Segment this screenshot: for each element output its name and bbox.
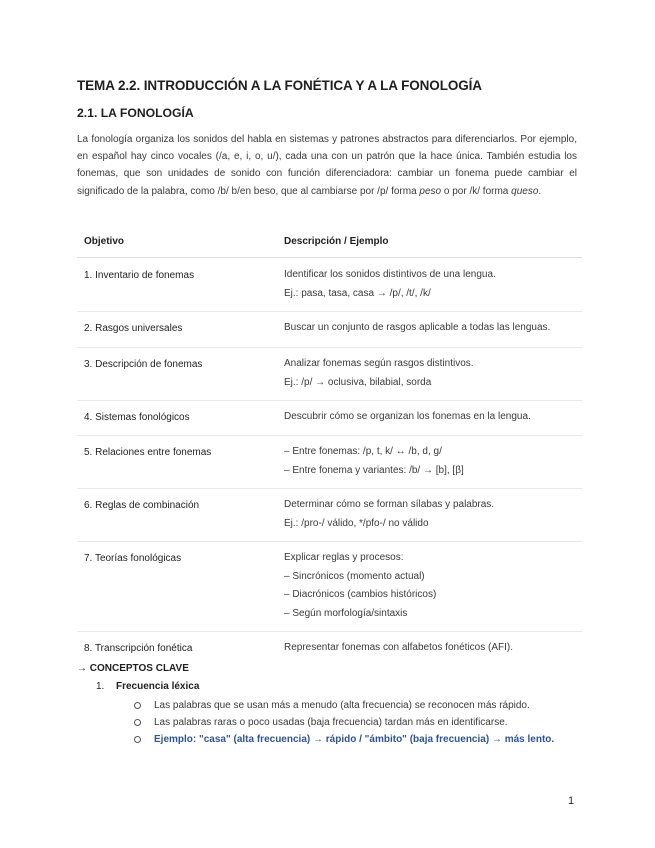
example-text: Ejemplo: "casa" (alta frecuencia) → rápido / "ámbito" (baja frecuencia) → más lento. — [154, 734, 555, 745]
table-header-objective: Objetivo — [84, 236, 125, 247]
item-number: 1. — [96, 681, 105, 692]
table-cell-objective: 7. Teorías fonológicas — [84, 553, 182, 564]
table-cell-description — [284, 355, 474, 392]
table-cell-line: Determinar cómo se forman sílabas y palabras. — [284, 499, 495, 510]
table-cell-description — [284, 266, 496, 303]
section-heading: 2.1. LA FONOLOGÍA — [77, 106, 194, 120]
table-cell-line: Ej.: pasa, tasa, casa → /p/, /t/, /k/ — [284, 287, 431, 299]
page-title: TEMA 2.2. INTRODUCCIÓN A LA FONÉTICA Y A LA FONOLOGÍA — [77, 78, 482, 93]
table-cell-description — [284, 496, 494, 533]
list-item-text: Las palabras que se usan más a menudo (alta frecuencia) se reconocen más rápido. — [154, 700, 530, 711]
table-row — [77, 632, 582, 658]
table-row — [77, 436, 582, 489]
list-item-text: Las palabras raras o poco usadas (baja frecuencia) tardan más en identificarse. — [154, 717, 508, 728]
table-row — [77, 489, 582, 542]
table-cell-line: Identificar los sonidos distintivos de una lengua. — [284, 269, 496, 280]
table-cell-description — [284, 319, 550, 338]
table-row — [77, 542, 582, 632]
table-cell-line: Representar fonemas con alfabetos fonéticos (AFI). — [284, 642, 514, 653]
table-cell-description — [284, 408, 531, 427]
table-cell-line: Explicar reglas y procesos: — [284, 552, 404, 563]
table-cell-objective: 2. Rasgos universales — [84, 323, 183, 334]
table-cell-line: Ej.: /p/ → oclusiva, bilabial, sorda — [284, 376, 432, 388]
circle-bullet-icon — [134, 719, 141, 726]
circle-bullet-icon — [134, 736, 141, 743]
table-cell-description — [284, 549, 436, 623]
table-cell-line: Descubrir cómo se organizan los fonemas en la lengua. — [284, 411, 531, 422]
table-cell-objective: 3. Descripción de fonemas — [84, 359, 203, 370]
objectives-table — [77, 225, 582, 658]
numbered-item — [96, 681, 199, 692]
key-concepts-heading: → CONCEPTOS CLAVE — [77, 663, 189, 674]
table-cell-line: Analizar fonemas según rasgos distintivos. — [284, 358, 474, 369]
table-cell-line: Ej.: /pro-/ válido, */pfo-/ no válido — [284, 517, 429, 529]
page-number: 1 — [568, 795, 575, 807]
intro-paragraph — [77, 131, 577, 200]
intro-text-1: La fonología organiza los sonidos del habla en sistemas y patrones abstractos para diferenciarlos. Por ejemplo, en español hay cinco vocales (/a, e, i, o, u/), cada una con un patrón que la hace única. También estudia los fonemas, que son unidades de sonido con función diferenciadora: cambiar un fonema puede cambiar el significado de la palabra, como /b/ b/en beso, que al cambiarse por /p/ forma — [77, 134, 577, 197]
item-title: Frecuencia léxica — [116, 681, 200, 692]
table-header-row — [77, 225, 582, 258]
table-cell-objective: 8. Transcripción fonética — [84, 643, 193, 654]
table-row — [77, 258, 582, 312]
intro-emphasis-queso: queso — [511, 185, 539, 197]
circle-bullet-icon — [134, 702, 141, 709]
table-cell-objective: 1. Inventario de fonemas — [84, 270, 195, 281]
intro-text-2: o por /k/ forma — [441, 185, 512, 197]
table-row — [77, 401, 582, 436]
table-cell-line: – Diacrónicos (cambios históricos) — [284, 589, 437, 600]
table-cell-objective: 6. Reglas de combinación — [84, 500, 200, 511]
intro-emphasis-peso: peso — [419, 185, 442, 197]
intro-text-3: . — [538, 185, 542, 197]
table-cell-objective: 5. Relaciones entre fonemas — [84, 447, 212, 458]
table-cell-description — [284, 639, 513, 658]
table-cell-objective: 4. Sistemas fonológicos — [84, 412, 190, 423]
table-row — [77, 348, 582, 401]
table-cell-line: – Sincrónicos (momento actual) — [284, 570, 425, 582]
table-row — [77, 312, 582, 348]
table-cell-line: – Según morfología/sintaxis — [284, 607, 408, 619]
table-cell-line: – Entre fonemas: /p, t, k/ ↔ /b, d, g/ — [284, 446, 442, 457]
table-cell-line: – Entre fonema y variantes: /b/ → [b], [β] — [284, 464, 464, 476]
table-cell-description — [284, 443, 464, 480]
table-cell-line: Buscar un conjunto de rasgos aplicable a todas las lenguas. — [284, 322, 551, 333]
table-header-description: Descripción / Ejemplo — [284, 236, 389, 247]
